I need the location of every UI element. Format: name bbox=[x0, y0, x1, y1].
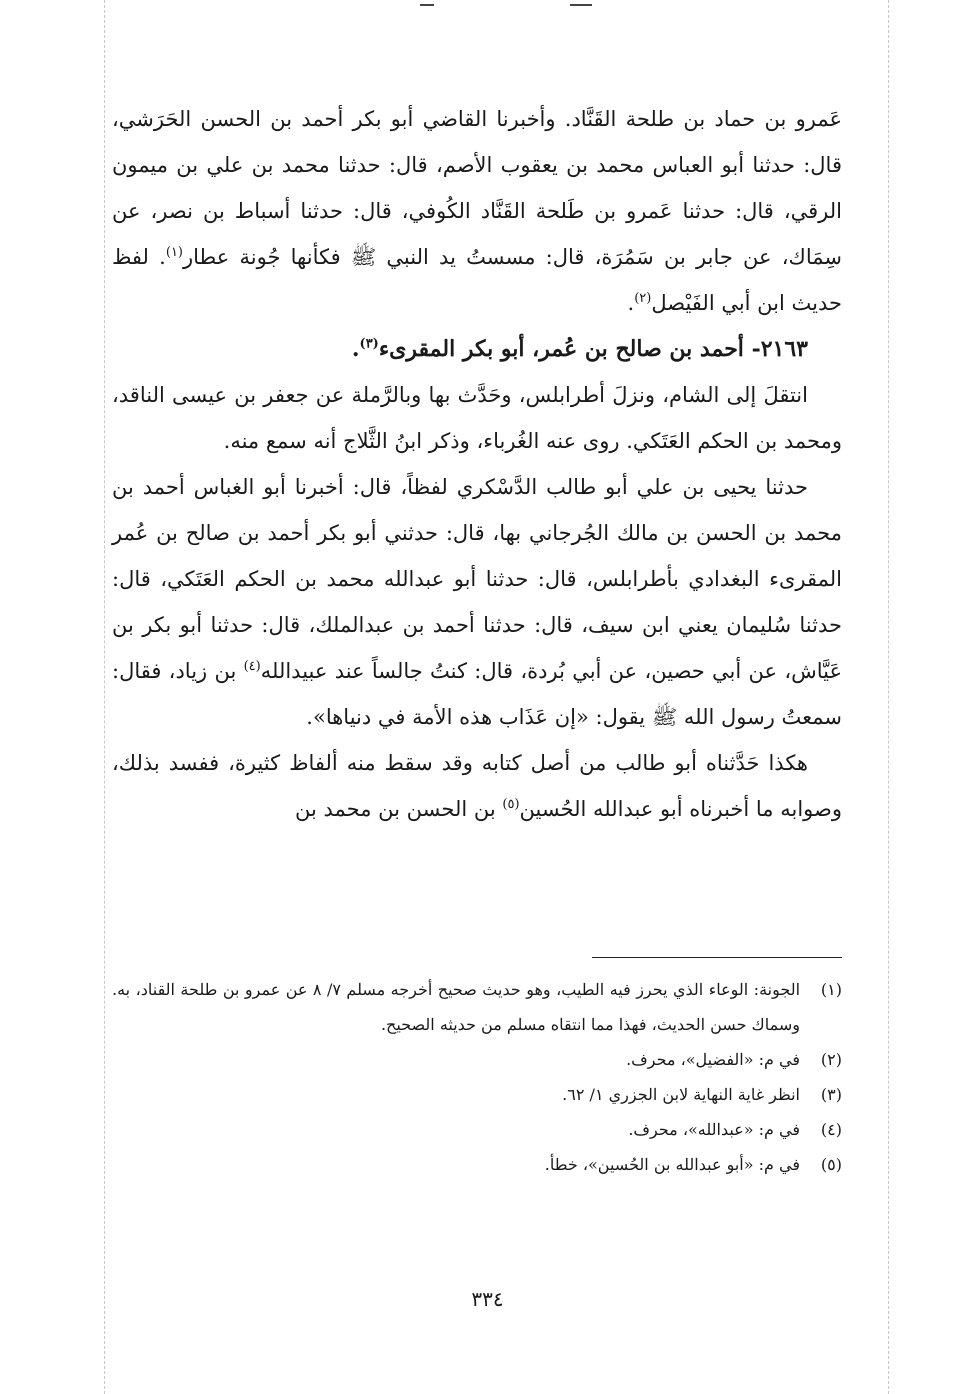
entry-title: أحمد بن صالح بن عُمر، أبو بكر المقرىء bbox=[378, 336, 744, 362]
footnote-ref-2: (٢) bbox=[634, 291, 652, 306]
footnote-1-number: (١) bbox=[820, 980, 842, 999]
paragraph-2-text: انتقلَ إلى الشام، ونزلَ أطرابلس، وحَدَّث بها وبالرَّملة عن جعفر بن عيسى الناقد، ومحمد بن الحكم العَتَكي. روى عنه الغُرباء، وذكر ابنُ الثَّلاج أنه سمع منه. bbox=[112, 383, 842, 453]
footnote-5-number: (٥) bbox=[820, 1155, 842, 1174]
paragraph-1-text: عَمرو بن حماد بن طلحة القَنَّاد. وأخبرنا القاضي أبو بكر أحمد بن الحسن الحَرَشي، قال: حدثنا أبو العباس محمد بن يعقوب الأصم، قال: حدثنا محمد بن علي بن ميمون الرقي، قال: حدثنا عَمرو بن طَلحة القَنَّاد الكُوفي، قال: حدثنا أسباط بن نصر، عن سِمَاك، عن جابر بن سَمُرَة، قال: مسستُ يد النبي ﷺ فكأنها جُونة عطار bbox=[112, 107, 843, 269]
footnote-ref-3: (٣) bbox=[359, 336, 379, 352]
footnote-1 bbox=[112, 972, 842, 1042]
footnote-3-number: (٣) bbox=[820, 1085, 842, 1104]
entry-title-tail: . bbox=[351, 336, 360, 362]
footnote-2 bbox=[112, 1042, 842, 1077]
footnote-4-number: (٤) bbox=[820, 1120, 842, 1139]
entry-number: ٢١٦٣- bbox=[751, 336, 808, 362]
footnote-5-text: في م: «أبو عبدالله بن الحُسين»، خطأ. bbox=[544, 1155, 800, 1174]
paragraph-1-tail: . bbox=[627, 291, 635, 315]
footnote-2-text: في م: «الفضيل»، محرف. bbox=[626, 1050, 800, 1069]
top-mark-1 bbox=[420, 4, 434, 6]
top-mark-2 bbox=[570, 4, 592, 6]
page-number: ٣٣٤ bbox=[471, 1287, 504, 1311]
paragraph-2 bbox=[112, 372, 842, 464]
entry-heading bbox=[112, 326, 842, 372]
footnote-3 bbox=[112, 1077, 842, 1112]
page-body bbox=[112, 96, 842, 832]
scan-edge-right bbox=[888, 0, 889, 1394]
paragraph-4-text-after-ref: بن الحسن بن محمد بن bbox=[295, 797, 503, 821]
footnote-1-text: الجونة: الوعاء الذي يحرز فيه الطيب، وهو حديث صحيح أخرجه مسلم ٧/ ٨ عن عمرو بن طلحة القناد، به. وسماك حسن الحديث، فهذا مما انتقاه مسلم من حديثه الصحيح. bbox=[112, 980, 801, 1034]
paragraph-3-text-after-ref: بن زياد، فقال: سمعتُ رسول الله ﷺ يقول: «إن عَذَاب هذه الأمة في دنياها». bbox=[112, 659, 842, 729]
footnote-ref-5: (٥) bbox=[502, 797, 520, 812]
paragraph-4 bbox=[112, 740, 842, 832]
footnote-4 bbox=[112, 1112, 842, 1147]
footnote-4-text: في م: «عبدالله»، محرف. bbox=[628, 1120, 800, 1139]
paragraph-1-text-after-ref-1: . لفظ حديث ابن أبي الفَيْصل bbox=[112, 245, 842, 315]
footnote-ref-1: (١) bbox=[165, 245, 183, 260]
paragraph-3 bbox=[112, 464, 842, 740]
footnote-2-number: (٢) bbox=[820, 1050, 842, 1069]
footnote-divider bbox=[592, 957, 842, 958]
paragraph-1 bbox=[112, 96, 842, 326]
footnote-3-text: انظر غاية النهاية لابن الجزري ١/ ٦٢. bbox=[562, 1085, 800, 1104]
paragraph-4-text: هكذا حَدَّثناه أبو طالب من أصل كتابه وقد سقط منه ألفاظ كثيرة، ففسد بذلك، وصوابه ما أخبرناه أبو عبدالله الحُسين bbox=[112, 751, 842, 821]
footnote-ref-4: (٤) bbox=[243, 659, 261, 674]
scan-edge-left bbox=[104, 0, 105, 1394]
footnote-5 bbox=[112, 1147, 842, 1182]
footnotes-section bbox=[112, 972, 842, 1182]
paragraph-3-text: حدثنا يحيى بن علي أبو طالب الدَّسْكري لفظاً، قال: أخبرنا أبو الغباس أحمد بن محمد بن الحسن بن مالك الجُرجاني بها، قال: حدثني أبو بكر أحمد بن صالح بن عُمر المقرىء البغدادي بأطرابلس، قال: حدثنا أبو عبدالله محمد بن الحكم العَتَكي، قال: حدثنا سُليمان يعني ابن سيف، قال: حدثنا أحمد بن عبدالملك، قال: حدثنا أبو بكر بن عَيَّاش، عن أبي حصين، عن أبي بُردة، قال: كنتُ جالساً عند عبيدالله bbox=[112, 475, 842, 683]
